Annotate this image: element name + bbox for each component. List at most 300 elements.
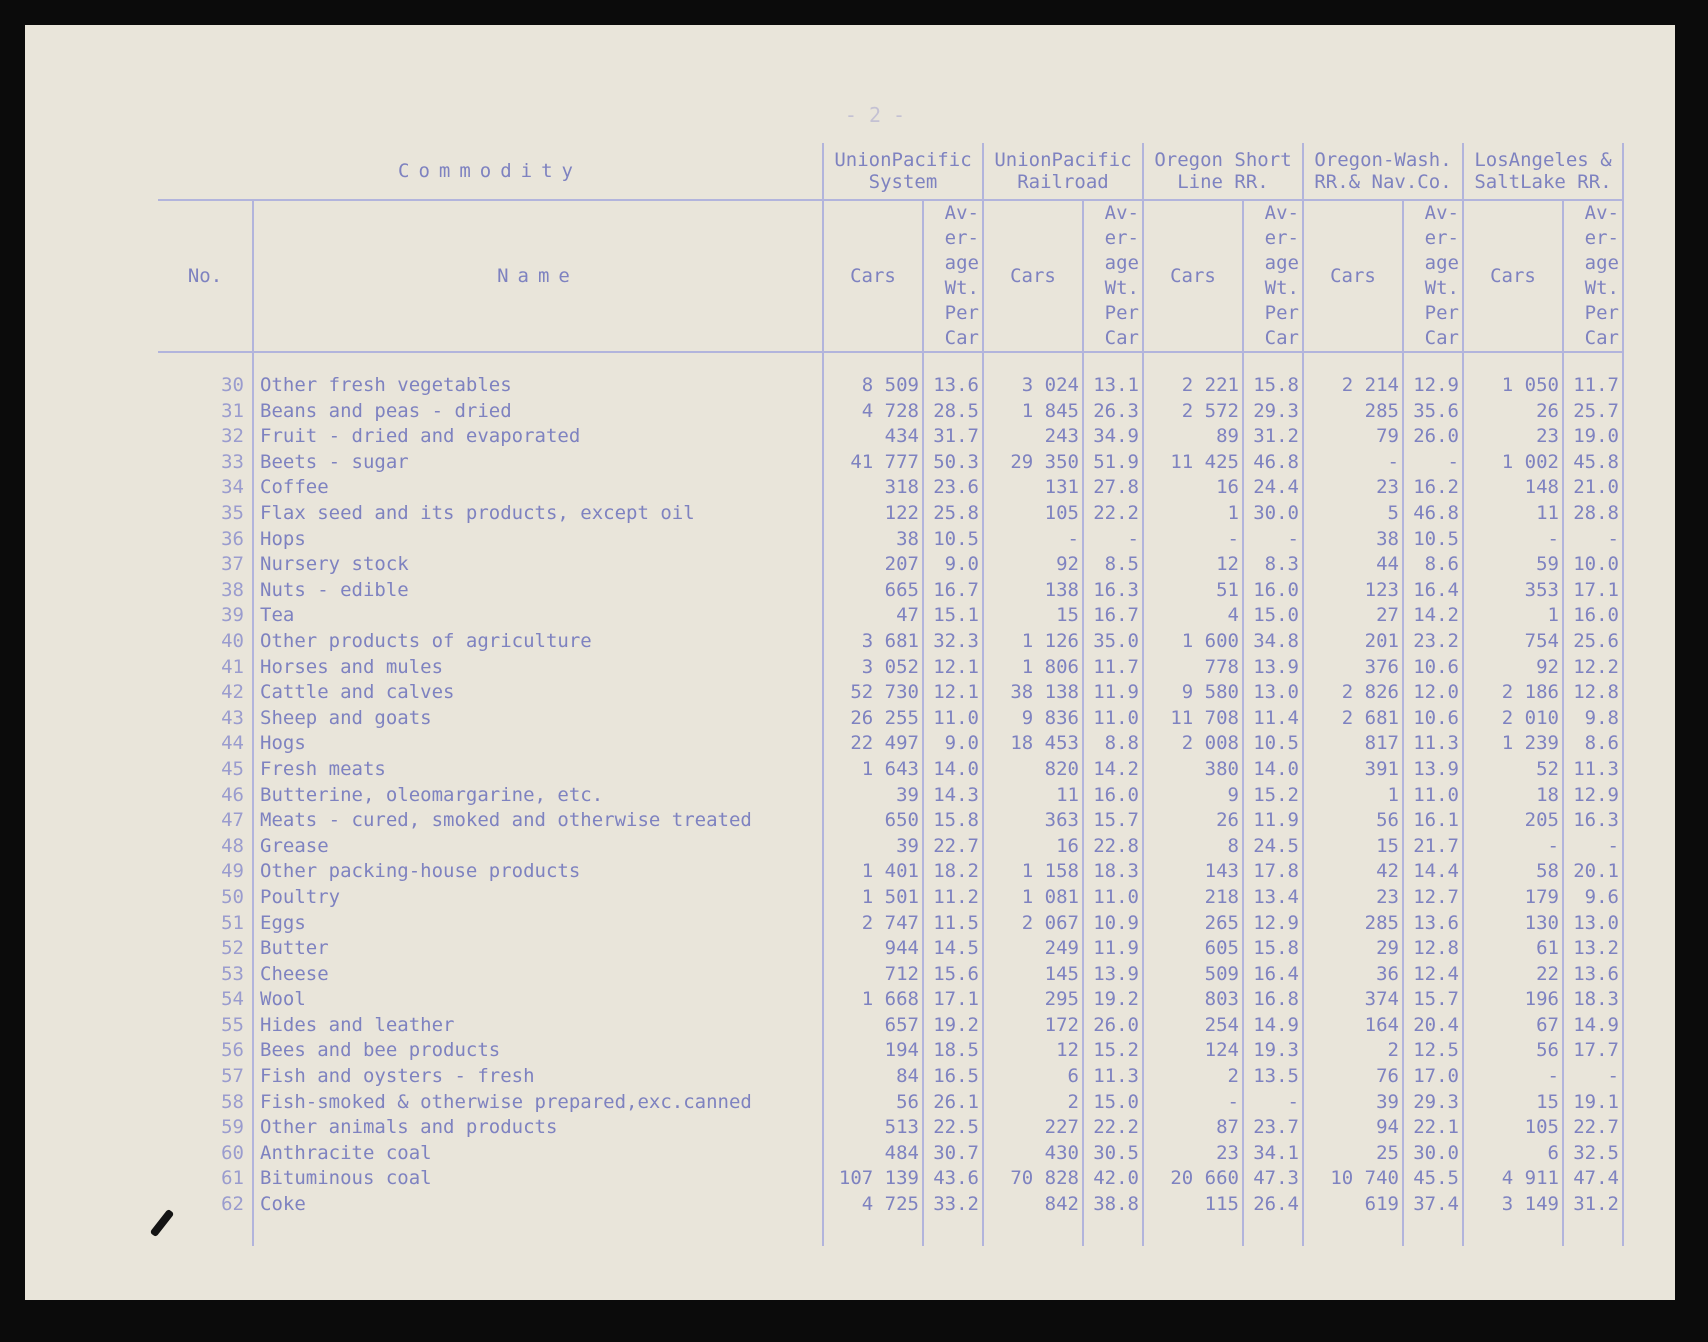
avg-weight-value: 9.6 (1563, 885, 1623, 911)
avg-weight-value: 22.1 (1403, 1115, 1463, 1141)
avg-weight-value: 24.4 (1243, 475, 1303, 501)
avg-weight-value: 26.0 (1403, 424, 1463, 450)
avg-weight-value: 12.8 (1563, 680, 1623, 706)
avg-weight-value: 13.2 (1563, 936, 1623, 962)
avg-weight-value: 46.8 (1243, 450, 1303, 476)
spacer-row (158, 352, 1623, 373)
avg-weight-value: - (1563, 527, 1623, 553)
avg-weight-value: 38.8 (1083, 1192, 1143, 1218)
cars-value: 227 (983, 1115, 1083, 1141)
avg-weight-value: 18.3 (1563, 987, 1623, 1013)
avg-weight-value: 13.6 (923, 373, 983, 399)
table-row (158, 527, 1623, 553)
cars-value: 3 024 (983, 373, 1083, 399)
commodity-name: Coke (253, 1192, 823, 1218)
cars-value: 2 747 (823, 910, 923, 936)
avg-weight-value: 12.5 (1403, 1038, 1463, 1064)
row-number: 61 (158, 1166, 253, 1192)
table-row (158, 1038, 1623, 1064)
commodity-name: Nursery stock (253, 552, 823, 578)
commodity-name: Beans and peas - dried (253, 399, 823, 425)
table-row (158, 834, 1623, 860)
row-number: 59 (158, 1115, 253, 1141)
avg-weight-value: 8.3 (1243, 552, 1303, 578)
cars-value: 6 (1463, 1141, 1563, 1167)
avg-weight-value: 13.1 (1083, 373, 1143, 399)
avg-weight-header: Av- er- age Wt. Per Car (1083, 200, 1143, 352)
avg-weight-value: 16.3 (1083, 578, 1143, 604)
avg-weight-header: Av- er- age Wt. Per Car (1243, 200, 1303, 352)
group-title-line1: LosAngeles & (1474, 149, 1612, 171)
row-number: 41 (158, 655, 253, 681)
cars-value: 122 (823, 501, 923, 527)
avg-weight-value: 45.5 (1403, 1166, 1463, 1192)
cars-header: Cars (1143, 200, 1243, 352)
cars-value: 56 (1463, 1038, 1563, 1064)
avg-weight-value: 14.5 (923, 936, 983, 962)
cars-value: 22 (1463, 962, 1563, 988)
commodity-name: Wool (253, 987, 823, 1013)
commodity-name: Bees and bee products (253, 1038, 823, 1064)
avg-weight-value: 22.7 (1563, 1115, 1623, 1141)
row-number: 42 (158, 680, 253, 706)
cars-value: 650 (823, 808, 923, 834)
avg-weight-value: 12.9 (1243, 910, 1303, 936)
row-number: 62 (158, 1192, 253, 1218)
row-number: 53 (158, 962, 253, 988)
avg-weight-value: 13.9 (1083, 962, 1143, 988)
table-row (158, 450, 1623, 476)
cars-value: 39 (823, 783, 923, 809)
cars-value: 22 497 (823, 731, 923, 757)
table-row (158, 1064, 1623, 1090)
table-row (158, 603, 1623, 629)
table-row (158, 706, 1623, 732)
cars-value: 3 681 (823, 629, 923, 655)
cars-value: 23 (1463, 424, 1563, 450)
commodity-name: Tea (253, 603, 823, 629)
table-row (158, 373, 1623, 399)
cars-value: 38 (1303, 527, 1403, 553)
cars-value: 2 826 (1303, 680, 1403, 706)
cars-value: 249 (983, 936, 1083, 962)
table-row (158, 552, 1623, 578)
cars-value: 51 (1143, 578, 1243, 604)
avg-weight-value: 27.8 (1083, 475, 1143, 501)
avg-weight-value: 35.6 (1403, 399, 1463, 425)
table-row (158, 1141, 1623, 1167)
avg-weight-value: 32.3 (923, 629, 983, 655)
table-row (158, 731, 1623, 757)
cars-value: 56 (1303, 808, 1403, 834)
avg-weight-value: 15.6 (923, 962, 983, 988)
avg-weight-value: 13.9 (1403, 757, 1463, 783)
cars-value: 207 (823, 552, 923, 578)
commodity-name: Coffee (253, 475, 823, 501)
cars-value: 15 (983, 603, 1083, 629)
cars-value: 2 067 (983, 910, 1083, 936)
commodity-name: Cattle and calves (253, 680, 823, 706)
cars-value: 38 (823, 527, 923, 553)
avg-weight-value: 11.7 (1563, 373, 1623, 399)
cars-value: 131 (983, 475, 1083, 501)
row-number: 60 (158, 1141, 253, 1167)
cars-value: 9 (1143, 783, 1243, 809)
avg-weight-value: 43.6 (923, 1166, 983, 1192)
avg-weight-value: 11.3 (1563, 757, 1623, 783)
cars-value: 380 (1143, 757, 1243, 783)
row-number: 35 (158, 501, 253, 527)
cars-value: 16 (1143, 475, 1243, 501)
cars-value: 2 (983, 1090, 1083, 1116)
cars-value: 39 (823, 834, 923, 860)
avg-weight-value: 12.4 (1403, 962, 1463, 988)
table-row (158, 936, 1623, 962)
cars-value: 47 (823, 603, 923, 629)
avg-weight-value: 15.8 (923, 808, 983, 834)
cars-value: 2 681 (1303, 706, 1403, 732)
cars-value: 11 425 (1143, 450, 1243, 476)
avg-weight-value: 18.3 (1083, 859, 1143, 885)
trailing-row (158, 1218, 1623, 1246)
paper-sheet (25, 25, 1675, 1300)
cars-value: 619 (1303, 1192, 1403, 1218)
cars-value: 285 (1303, 910, 1403, 936)
avg-weight-value: 30.5 (1083, 1141, 1143, 1167)
cars-value: 353 (1463, 578, 1563, 604)
avg-weight-value: 16.4 (1403, 578, 1463, 604)
commodity-name: Hides and leather (253, 1013, 823, 1039)
avg-weight-value: 17.7 (1563, 1038, 1623, 1064)
cars-value: 23 (1143, 1141, 1243, 1167)
cars-value: 2 186 (1463, 680, 1563, 706)
avg-weight-value: - (1563, 834, 1623, 860)
avg-weight-value: 46.8 (1403, 501, 1463, 527)
avg-weight-value: 30.7 (923, 1141, 983, 1167)
cars-value: 11 (1463, 501, 1563, 527)
avg-weight-value: 15.7 (1083, 808, 1143, 834)
avg-weight-value: 16.3 (1563, 808, 1623, 834)
cars-value: 376 (1303, 655, 1403, 681)
cars-value: 92 (983, 552, 1083, 578)
row-number: 44 (158, 731, 253, 757)
avg-weight-value: 11.3 (1403, 731, 1463, 757)
commodity-name: Cheese (253, 962, 823, 988)
commodity-name: Fish and oysters - fresh (253, 1064, 823, 1090)
group-header-up-railroad (983, 143, 1143, 200)
cars-value: 145 (983, 962, 1083, 988)
avg-weight-value: 16.5 (923, 1064, 983, 1090)
row-number: 34 (158, 475, 253, 501)
commodity-name: Other animals and products (253, 1115, 823, 1141)
avg-weight-value: 31.2 (1243, 424, 1303, 450)
avg-weight-value: 22.8 (1083, 834, 1143, 860)
avg-weight-value: 10.6 (1403, 706, 1463, 732)
avg-weight-value: 13.6 (1563, 962, 1623, 988)
avg-weight-value: 12.9 (1563, 783, 1623, 809)
group-title-line2: RR.& Nav.Co. (1314, 171, 1452, 193)
avg-weight-value: 11.9 (1083, 936, 1143, 962)
avg-weight-value: 10.5 (1403, 527, 1463, 553)
cars-value: 29 (1303, 936, 1403, 962)
cars-header: Cars (983, 200, 1083, 352)
cars-value: 79 (1303, 424, 1403, 450)
group-title-line1: UnionPacific (834, 149, 972, 171)
avg-weight-value: 21.0 (1563, 475, 1623, 501)
table-row (158, 424, 1623, 450)
avg-weight-value: - (1243, 527, 1303, 553)
table-row (158, 962, 1623, 988)
avg-weight-value: 14.9 (1563, 1013, 1623, 1039)
avg-weight-value: 16.7 (1083, 603, 1143, 629)
cars-value: 3 052 (823, 655, 923, 681)
cars-header: Cars (823, 200, 923, 352)
row-number: 51 (158, 910, 253, 936)
avg-weight-value: 35.0 (1083, 629, 1143, 655)
avg-weight-value: 18.2 (923, 859, 983, 885)
cars-value: 105 (983, 501, 1083, 527)
avg-weight-value: 8.6 (1403, 552, 1463, 578)
row-number: 33 (158, 450, 253, 476)
cars-value: 820 (983, 757, 1083, 783)
avg-weight-value: 10.5 (923, 527, 983, 553)
avg-weight-value: 15.8 (1243, 373, 1303, 399)
avg-weight-value: 11.4 (1243, 706, 1303, 732)
avg-weight-value: 20.1 (1563, 859, 1623, 885)
cars-value: 1 643 (823, 757, 923, 783)
avg-weight-value: 28.5 (923, 399, 983, 425)
group-title-line2: Railroad (1017, 171, 1109, 193)
cars-value: 4 728 (823, 399, 923, 425)
cars-value: - (1463, 834, 1563, 860)
avg-weight-value: 42.0 (1083, 1166, 1143, 1192)
cars-value: 2 (1303, 1038, 1403, 1064)
cars-value: 1 806 (983, 655, 1083, 681)
avg-weight-value: 11.0 (1403, 783, 1463, 809)
cars-value: 38 138 (983, 680, 1083, 706)
row-number: 54 (158, 987, 253, 1013)
cars-value: 123 (1303, 578, 1403, 604)
avg-weight-value: 11.0 (923, 706, 983, 732)
table-row (158, 501, 1623, 527)
cars-value: 36 (1303, 962, 1403, 988)
avg-weight-value: 23.2 (1403, 629, 1463, 655)
cars-value: 1 (1303, 783, 1403, 809)
cars-value: 657 (823, 1013, 923, 1039)
commodity-name: Poultry (253, 885, 823, 911)
cars-value: 58 (1463, 859, 1563, 885)
avg-weight-value: 16.8 (1243, 987, 1303, 1013)
row-number: 30 (158, 373, 253, 399)
table-row (158, 629, 1623, 655)
cars-value: 1 126 (983, 629, 1083, 655)
avg-weight-value: 14.2 (1403, 603, 1463, 629)
avg-weight-value: 50.3 (923, 450, 983, 476)
avg-weight-value: 17.8 (1243, 859, 1303, 885)
cars-value: 25 (1303, 1141, 1403, 1167)
cars-value: 39 (1303, 1090, 1403, 1116)
row-number: 40 (158, 629, 253, 655)
avg-weight-value: - (1243, 1090, 1303, 1116)
no-header: No. (158, 200, 253, 352)
commodity-name: Anthracite coal (253, 1141, 823, 1167)
avg-weight-value: 16.1 (1403, 808, 1463, 834)
cars-value: - (1143, 527, 1243, 553)
row-number: 31 (158, 399, 253, 425)
group-title-line2: SaltLake RR. (1474, 171, 1612, 193)
cars-value: 817 (1303, 731, 1403, 757)
avg-weight-value: 11.9 (1243, 808, 1303, 834)
group-header-up-system (823, 143, 983, 200)
cars-value: 172 (983, 1013, 1083, 1039)
avg-weight-value: 12.9 (1403, 373, 1463, 399)
avg-weight-value: 12.1 (923, 655, 983, 681)
avg-weight-value: 9.0 (923, 552, 983, 578)
commodity-name: Eggs (253, 910, 823, 936)
cars-value: 105 (1463, 1115, 1563, 1141)
cars-value: 15 (1303, 834, 1403, 860)
avg-weight-value: 22.7 (923, 834, 983, 860)
avg-weight-header: Av- er- age Wt. Per Car (1563, 200, 1623, 352)
table-row (158, 475, 1623, 501)
commodity-name: Nuts - edible (253, 578, 823, 604)
avg-weight-value: 10.9 (1083, 910, 1143, 936)
commodity-header: Commodity (158, 143, 823, 200)
avg-weight-value: 26.4 (1243, 1192, 1303, 1218)
avg-weight-value: 12.7 (1403, 885, 1463, 911)
cars-value: 2 572 (1143, 399, 1243, 425)
header-row-groups (158, 143, 1623, 200)
avg-weight-value: 33.2 (923, 1192, 983, 1218)
avg-weight-value: 11.2 (923, 885, 983, 911)
cars-value: 5 (1303, 501, 1403, 527)
cars-value: 430 (983, 1141, 1083, 1167)
cars-value: 6 (983, 1064, 1083, 1090)
cars-value: - (1463, 527, 1563, 553)
cars-value: 20 660 (1143, 1166, 1243, 1192)
cars-value: 803 (1143, 987, 1243, 1013)
avg-weight-value: 18.5 (923, 1038, 983, 1064)
avg-weight-value: 22.2 (1083, 1115, 1143, 1141)
group-title-line2: Line RR. (1177, 171, 1269, 193)
row-number: 49 (158, 859, 253, 885)
avg-weight-value: 34.1 (1243, 1141, 1303, 1167)
cars-value: - (1143, 1090, 1243, 1116)
table-row (158, 808, 1623, 834)
cars-value: 179 (1463, 885, 1563, 911)
avg-weight-value: 45.8 (1563, 450, 1623, 476)
avg-weight-value: 16.0 (1243, 578, 1303, 604)
cars-value: 509 (1143, 962, 1243, 988)
avg-weight-value: 25.8 (923, 501, 983, 527)
avg-weight-value: 12.2 (1563, 655, 1623, 681)
cars-value: 1 501 (823, 885, 923, 911)
table-row (158, 783, 1623, 809)
avg-weight-value: 19.2 (1083, 987, 1143, 1013)
cars-value: 665 (823, 578, 923, 604)
avg-weight-value: 29.3 (1403, 1090, 1463, 1116)
avg-weight-value: 19.2 (923, 1013, 983, 1039)
avg-weight-value: 15.0 (1243, 603, 1303, 629)
cars-value: 4 (1143, 603, 1243, 629)
avg-weight-value: 10.5 (1243, 731, 1303, 757)
commodity-name: Grease (253, 834, 823, 860)
row-number: 37 (158, 552, 253, 578)
avg-weight-value: 20.4 (1403, 1013, 1463, 1039)
avg-weight-value: 10.0 (1563, 552, 1623, 578)
commodity-name: Sheep and goats (253, 706, 823, 732)
commodity-name: Butter (253, 936, 823, 962)
cars-value: 18 (1463, 783, 1563, 809)
avg-weight-value: 19.3 (1243, 1038, 1303, 1064)
name-header: Name (253, 200, 823, 352)
group-title-line1: UnionPacific (994, 149, 1132, 171)
avg-weight-value: 11.7 (1083, 655, 1143, 681)
table-row (158, 1090, 1623, 1116)
cars-value: 94 (1303, 1115, 1403, 1141)
avg-weight-value: 11.5 (923, 910, 983, 936)
row-number: 57 (158, 1064, 253, 1090)
cars-value: 2 214 (1303, 373, 1403, 399)
cars-value: - (983, 527, 1083, 553)
cars-value: 1 845 (983, 399, 1083, 425)
cars-value: 56 (823, 1090, 923, 1116)
cars-value: 59 (1463, 552, 1563, 578)
group-header-oregon-wash-nav (1303, 143, 1463, 200)
cars-value: 842 (983, 1192, 1083, 1218)
avg-weight-value: 30.0 (1243, 501, 1303, 527)
cars-value: 41 777 (823, 450, 923, 476)
cars-value: 434 (823, 424, 923, 450)
cars-value: 16 (983, 834, 1083, 860)
cars-value: 1 002 (1463, 450, 1563, 476)
row-number: 36 (158, 527, 253, 553)
cars-value: 1 668 (823, 987, 923, 1013)
table-row (158, 680, 1623, 706)
cars-value: 9 580 (1143, 680, 1243, 706)
avg-weight-value: 10.6 (1403, 655, 1463, 681)
avg-weight-value: 15.8 (1243, 936, 1303, 962)
avg-weight-value: 34.9 (1083, 424, 1143, 450)
commodity-name: Fish-smoked & otherwise prepared,exc.canned (253, 1090, 823, 1116)
cars-value: 76 (1303, 1064, 1403, 1090)
cars-value: 265 (1143, 910, 1243, 936)
cars-value: 1 081 (983, 885, 1083, 911)
row-number: 46 (158, 783, 253, 809)
table-row (158, 757, 1623, 783)
table-row (158, 910, 1623, 936)
row-number: 38 (158, 578, 253, 604)
row-number: 58 (158, 1090, 253, 1116)
avg-weight-value: 31.2 (1563, 1192, 1623, 1218)
cars-value: 26 (1463, 399, 1563, 425)
avg-weight-value: 14.9 (1243, 1013, 1303, 1039)
cars-value: 52 730 (823, 680, 923, 706)
avg-weight-value: 51.9 (1083, 450, 1143, 476)
commodity-name: Other packing-house products (253, 859, 823, 885)
avg-weight-value: 9.8 (1563, 706, 1623, 732)
cars-value: 205 (1463, 808, 1563, 834)
avg-weight-value: 28.8 (1563, 501, 1623, 527)
cars-value: 89 (1143, 424, 1243, 450)
group-title-line2: System (868, 171, 938, 193)
avg-weight-value: 14.3 (923, 783, 983, 809)
cars-value: 29 350 (983, 450, 1083, 476)
commodity-name: Flax seed and its products, except oil (253, 501, 823, 527)
cars-value: 4 911 (1463, 1166, 1563, 1192)
avg-weight-value: 37.4 (1403, 1192, 1463, 1218)
cars-value: 52 (1463, 757, 1563, 783)
